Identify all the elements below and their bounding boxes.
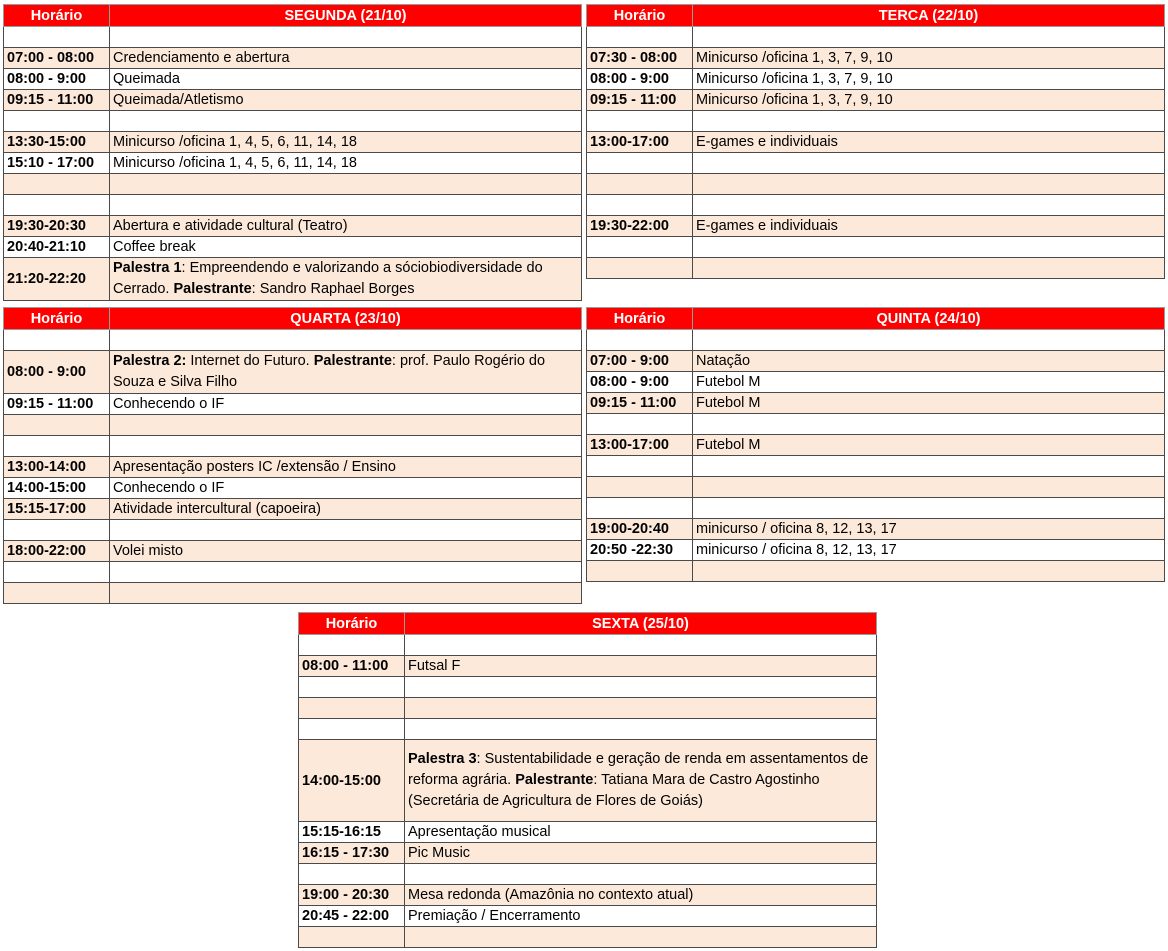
day-title: TERCA (22/10) <box>693 5 1165 27</box>
time-cell: 15:15-16:15 <box>299 822 405 843</box>
palestra-cell <box>110 351 582 394</box>
activity-cell <box>405 927 877 948</box>
time-cell: 08:00 - 9:00 <box>4 69 110 90</box>
table-row <box>299 698 877 719</box>
table-row <box>587 132 1165 153</box>
schedule-rows <box>587 330 1165 582</box>
table-row <box>587 258 1165 279</box>
table-row <box>4 111 582 132</box>
speaker-name: : Tatiana Mara de Castro Agostinho (Secretária de Agricultura de Flores de Goiás) <box>408 772 820 809</box>
activity-cell <box>110 27 582 48</box>
activity-cell: Coffee break <box>110 237 582 258</box>
activity-cell <box>405 698 877 719</box>
time-cell: 09:15 - 11:00 <box>4 394 110 415</box>
time-cell: 13:00-17:00 <box>587 132 693 153</box>
time-cell <box>587 258 693 279</box>
activity-cell <box>693 498 1165 519</box>
time-cell: 19:00 - 20:30 <box>299 885 405 906</box>
time-cell <box>587 111 693 132</box>
header-horario: Horário <box>587 308 693 330</box>
time-cell: 07:30 - 08:00 <box>587 48 693 69</box>
day-title: QUINTA (24/10) <box>693 308 1165 330</box>
time-cell: 19:30-22:00 <box>587 216 693 237</box>
time-cell <box>4 520 110 541</box>
time-cell: 14:00-15:00 <box>299 740 405 822</box>
schedule-quinta <box>586 307 1165 582</box>
activity-cell <box>693 414 1165 435</box>
table-row <box>4 153 582 174</box>
activity-cell <box>110 436 582 457</box>
activity-cell: Minicurso /oficina 1, 3, 7, 9, 10 <box>693 69 1165 90</box>
table-row <box>299 885 877 906</box>
time-cell <box>587 153 693 174</box>
table-row <box>4 27 582 48</box>
activity-cell: Queimada/Atletismo <box>110 90 582 111</box>
time-cell <box>587 456 693 477</box>
time-cell: 19:00-20:40 <box>587 519 693 540</box>
time-cell <box>587 174 693 195</box>
activity-cell <box>693 237 1165 258</box>
activity-cell <box>693 477 1165 498</box>
time-cell <box>4 330 110 351</box>
time-cell: 15:15-17:00 <box>4 499 110 520</box>
time-cell <box>299 635 405 656</box>
activity-cell <box>110 111 582 132</box>
table-row <box>4 415 582 436</box>
speaker-label: Palestrante <box>515 772 594 788</box>
activity-cell: Minicurso /oficina 1, 3, 7, 9, 10 <box>693 48 1165 69</box>
activity-cell <box>693 174 1165 195</box>
day-title: SEGUNDA (21/10) <box>110 5 582 27</box>
time-cell <box>4 583 110 604</box>
header-horario: Horário <box>4 5 110 27</box>
activity-cell: Futebol M <box>693 372 1165 393</box>
activity-cell: minicurso / oficina 8, 12, 13, 17 <box>693 540 1165 561</box>
time-cell <box>587 414 693 435</box>
activity-cell: Queimada <box>110 69 582 90</box>
activity-cell: Volei misto <box>110 541 582 562</box>
activity-cell: Premiação / Encerramento <box>405 906 877 927</box>
activity-cell <box>405 719 877 740</box>
table-row <box>587 153 1165 174</box>
day-title: QUARTA (23/10) <box>110 308 582 330</box>
time-cell: 08:00 - 11:00 <box>299 656 405 677</box>
activity-cell: Futsal F <box>405 656 877 677</box>
table-row <box>4 132 582 153</box>
time-cell: 19:30-20:30 <box>4 216 110 237</box>
speaker-label: Palestrante <box>173 281 252 297</box>
time-cell <box>587 195 693 216</box>
palestra-text: Internet do Futuro. <box>186 353 314 369</box>
time-cell: 13:00-14:00 <box>4 457 110 478</box>
table-row <box>299 906 877 927</box>
table-row <box>4 216 582 237</box>
table-row <box>587 456 1165 477</box>
table-row <box>4 541 582 562</box>
table-row <box>4 457 582 478</box>
activity-cell <box>693 153 1165 174</box>
activity-cell: Minicurso /oficina 1, 4, 5, 6, 11, 14, 18 <box>110 153 582 174</box>
schedule-rows <box>4 27 582 301</box>
time-cell: 07:00 - 08:00 <box>4 48 110 69</box>
activity-cell: Minicurso /oficina 1, 4, 5, 6, 11, 14, 18 <box>110 132 582 153</box>
time-cell: 14:00-15:00 <box>4 478 110 499</box>
table-row <box>587 393 1165 414</box>
palestra-label: Palestra 2: <box>113 353 187 369</box>
table-row <box>4 478 582 499</box>
time-cell <box>299 698 405 719</box>
time-cell: 09:15 - 11:00 <box>587 393 693 414</box>
activity-cell <box>405 635 877 656</box>
time-cell <box>4 195 110 216</box>
table-row <box>299 822 877 843</box>
table-row <box>587 498 1165 519</box>
time-cell: 13:30-15:00 <box>4 132 110 153</box>
table-row <box>587 435 1165 456</box>
activity-cell: Pic Music <box>405 843 877 864</box>
time-cell <box>587 561 693 582</box>
activity-cell <box>110 562 582 583</box>
schedule-quarta <box>3 307 582 604</box>
activity-cell: Apresentação posters IC /extensão / Ensino <box>110 457 582 478</box>
table-row <box>299 843 877 864</box>
table-row <box>587 69 1165 90</box>
activity-cell: E-games e individuais <box>693 132 1165 153</box>
activity-cell: Futebol M <box>693 435 1165 456</box>
time-cell: 21:20-22:20 <box>4 258 110 301</box>
table-row <box>4 195 582 216</box>
activity-cell: Futebol M <box>693 393 1165 414</box>
table-row <box>587 519 1165 540</box>
table-row <box>587 351 1165 372</box>
activity-cell: minicurso / oficina 8, 12, 13, 17 <box>693 519 1165 540</box>
activity-cell: Atividade intercultural (capoeira) <box>110 499 582 520</box>
time-cell: 13:00-17:00 <box>587 435 693 456</box>
schedule-terca <box>586 4 1165 279</box>
header-horario: Horário <box>587 5 693 27</box>
table-row <box>4 562 582 583</box>
table-row <box>587 195 1165 216</box>
time-cell <box>4 27 110 48</box>
table-row <box>299 677 877 698</box>
table-row <box>587 111 1165 132</box>
palestra-row <box>4 351 582 394</box>
time-cell <box>587 237 693 258</box>
time-cell <box>299 864 405 885</box>
time-cell <box>4 562 110 583</box>
time-cell: 20:50 -22:30 <box>587 540 693 561</box>
schedule-segunda <box>3 4 582 301</box>
schedule-rows <box>587 27 1165 279</box>
header-horario: Horário <box>299 613 405 635</box>
time-cell: 16:15 - 17:30 <box>299 843 405 864</box>
time-cell: 18:00-22:00 <box>4 541 110 562</box>
table-row <box>4 48 582 69</box>
activity-cell <box>693 195 1165 216</box>
activity-cell <box>693 561 1165 582</box>
time-cell <box>299 677 405 698</box>
schedule-sexta <box>298 612 877 948</box>
palestra-text: : Empreendendo e valorizando a sóciobiodiversidade do Cerrado. <box>113 260 543 297</box>
table-row <box>587 27 1165 48</box>
time-cell: 08:00 - 9:00 <box>587 69 693 90</box>
table-row <box>587 216 1165 237</box>
time-cell <box>4 111 110 132</box>
speaker-name: : Sandro Raphael Borges <box>251 281 415 297</box>
table-row <box>299 927 877 948</box>
table-row <box>4 90 582 111</box>
table-row <box>4 69 582 90</box>
activity-cell <box>110 415 582 436</box>
header-horario: Horário <box>4 308 110 330</box>
speaker-name: : prof. Paulo Rogério do Souza e Silva Filho <box>113 353 546 390</box>
schedule-rows <box>299 635 877 948</box>
activity-cell: Natação <box>693 351 1165 372</box>
activity-cell <box>693 330 1165 351</box>
table-row <box>587 90 1165 111</box>
table-row <box>4 394 582 415</box>
palestra-label: Palestra 1 <box>113 260 182 276</box>
activity-cell <box>405 864 877 885</box>
activity-cell: Mesa redonda (Amazônia no contexto atual) <box>405 885 877 906</box>
day-title: SEXTA (25/10) <box>405 613 877 635</box>
time-cell <box>299 719 405 740</box>
activity-cell <box>110 174 582 195</box>
activity-cell: Credenciamento e abertura <box>110 48 582 69</box>
activity-cell: Apresentação musical <box>405 822 877 843</box>
table-row <box>587 372 1165 393</box>
speaker-label: Palestrante <box>313 353 392 369</box>
table-row <box>4 499 582 520</box>
table-row <box>4 174 582 195</box>
table-row <box>299 864 877 885</box>
table-row <box>4 583 582 604</box>
activity-cell: Conhecendo o IF <box>110 478 582 499</box>
activity-cell: Abertura e atividade cultural (Teatro) <box>110 216 582 237</box>
activity-cell: Minicurso /oficina 1, 3, 7, 9, 10 <box>693 90 1165 111</box>
time-cell <box>587 477 693 498</box>
activity-cell <box>405 677 877 698</box>
time-cell <box>4 415 110 436</box>
time-cell: 07:00 - 9:00 <box>587 351 693 372</box>
palestra-row <box>299 740 877 822</box>
table-row <box>587 330 1165 351</box>
table-row <box>587 477 1165 498</box>
table-row <box>587 48 1165 69</box>
time-cell: 20:40-21:10 <box>4 237 110 258</box>
time-cell <box>4 174 110 195</box>
table-row <box>4 520 582 541</box>
activity-cell <box>693 258 1165 279</box>
time-cell: 08:00 - 9:00 <box>4 351 110 394</box>
table-row <box>587 174 1165 195</box>
table-row <box>587 540 1165 561</box>
time-cell: 09:15 - 11:00 <box>4 90 110 111</box>
activity-cell: Conhecendo o IF <box>110 394 582 415</box>
time-cell <box>4 436 110 457</box>
palestra-cell <box>405 740 877 822</box>
table-row <box>4 330 582 351</box>
table-row <box>587 561 1165 582</box>
table-row <box>587 414 1165 435</box>
activity-cell <box>110 330 582 351</box>
time-cell: 08:00 - 9:00 <box>587 372 693 393</box>
activity-cell <box>693 27 1165 48</box>
palestra-cell <box>110 258 582 301</box>
table-row <box>4 237 582 258</box>
palestra-row <box>4 258 582 301</box>
palestra-text: : Sustentabilidade e geração de renda em assentamentos de reforma agrária. <box>408 751 869 788</box>
activity-cell <box>110 195 582 216</box>
time-cell: 15:10 - 17:00 <box>4 153 110 174</box>
activity-cell <box>110 520 582 541</box>
activity-cell: E-games e individuais <box>693 216 1165 237</box>
activity-cell <box>693 111 1165 132</box>
time-cell <box>299 927 405 948</box>
table-row <box>299 719 877 740</box>
time-cell <box>587 27 693 48</box>
table-row <box>4 436 582 457</box>
time-cell <box>587 498 693 519</box>
schedule-rows <box>4 330 582 604</box>
table-row <box>299 635 877 656</box>
time-cell: 09:15 - 11:00 <box>587 90 693 111</box>
time-cell: 20:45 - 22:00 <box>299 906 405 927</box>
activity-cell <box>110 583 582 604</box>
table-row <box>587 237 1165 258</box>
activity-cell <box>693 456 1165 477</box>
time-cell <box>587 330 693 351</box>
table-row <box>299 656 877 677</box>
palestra-label: Palestra 3 <box>408 751 477 767</box>
